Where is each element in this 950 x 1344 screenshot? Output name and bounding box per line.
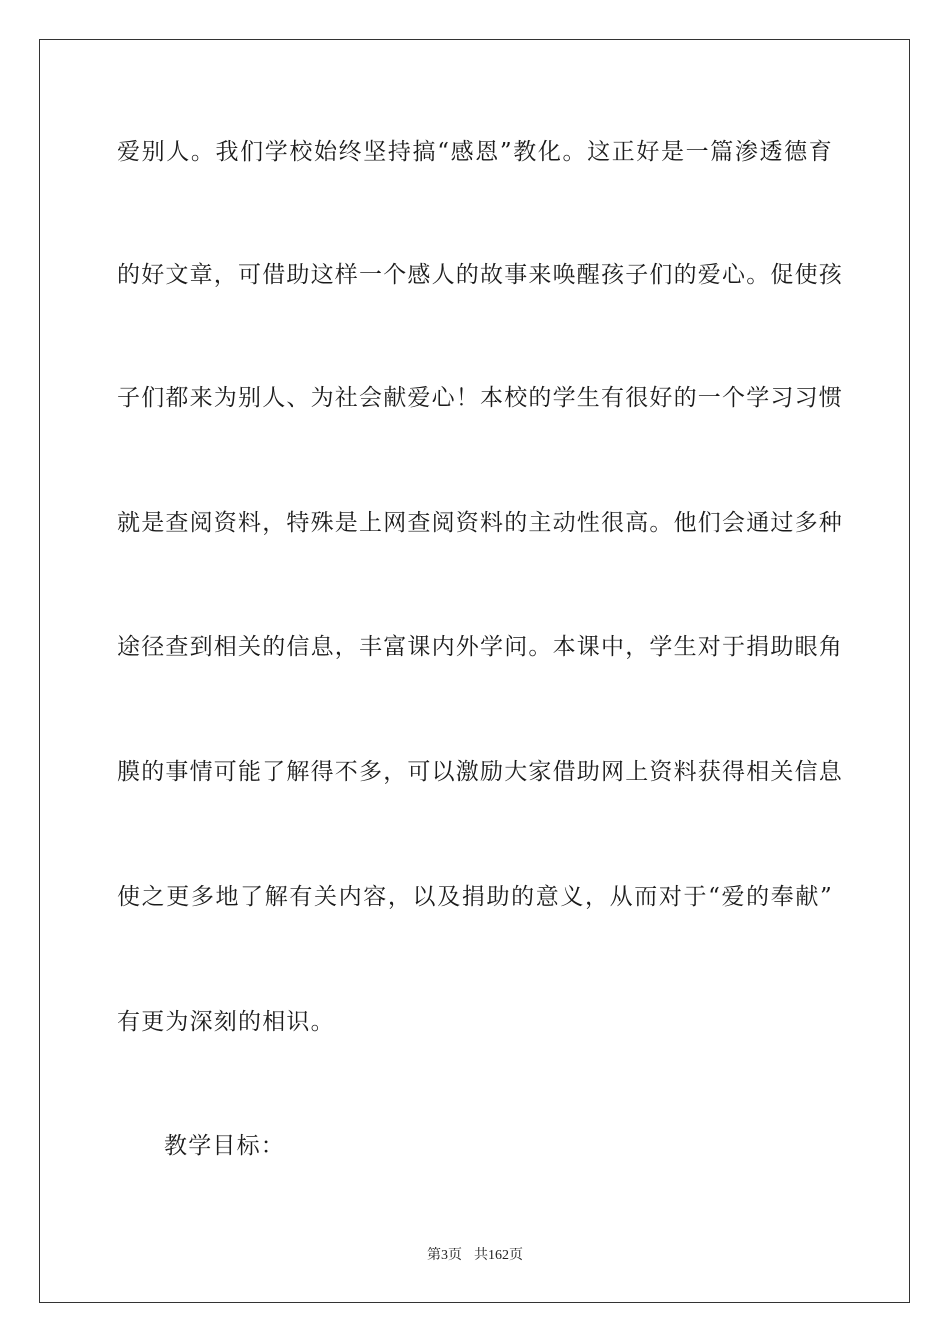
section-heading: 教学目标： (164, 1133, 285, 1159)
paragraph-line-2: 的好文章，可借助这样一个感人的故事来唤醒孩子们的爱心。促使孩 (117, 262, 843, 288)
page-border (39, 39, 910, 1303)
paragraph-line-3: 子们都来为别人、为社会献爱心！本校的学生有很好的一个学习习惯 (117, 385, 843, 411)
paragraph-line-1: 爱别人。我们学校始终坚持搞“感恩”教化。这正好是一篇渗透德育 (117, 139, 833, 165)
paragraph-line-6: 膜的事情可能了解得不多，可以激励大家借助网上资料获得相关信息 (117, 759, 843, 785)
paragraph-line-4: 就是查阅资料，特殊是上网查阅资料的主动性很高。他们会通过多种 (117, 510, 843, 536)
paragraph-line-8: 有更为深刻的相识。 (117, 1009, 335, 1035)
total-pages: 共162页 (474, 1248, 523, 1263)
paragraph-line-5: 途径查到相关的信息，丰富课内外学问。本课中，学生对于捐助眼角 (117, 634, 843, 660)
page-footer (0, 1247, 950, 1265)
page-number: 第3页 (427, 1248, 462, 1263)
paragraph-line-7: 使之更多地了解有关内容，以及捐助的意义，从而对于“爱的奉献” (117, 884, 833, 910)
